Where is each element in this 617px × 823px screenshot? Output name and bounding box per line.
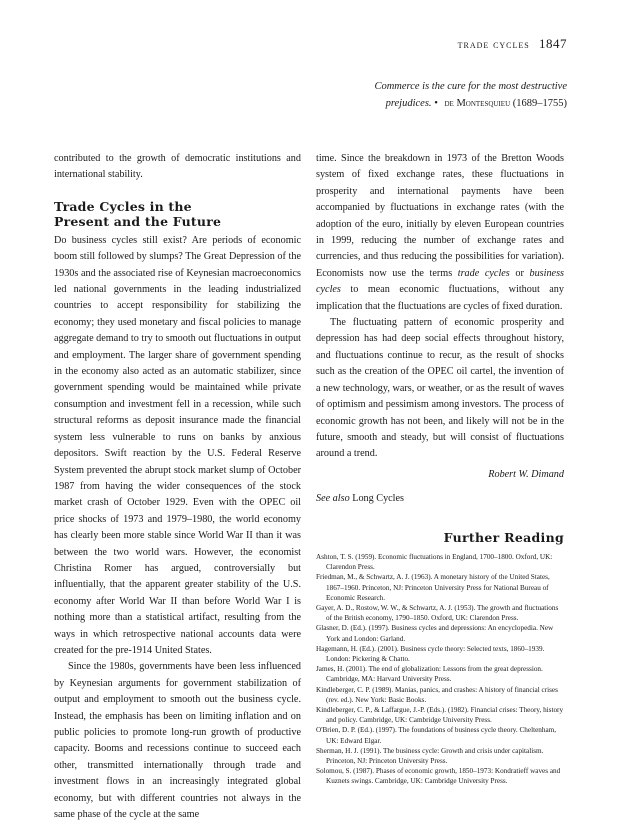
see-also-link[interactable]: Long Cycles (352, 493, 404, 505)
right-column (316, 151, 564, 787)
running-title: trade cycles (457, 39, 530, 51)
reference-list (316, 552, 564, 787)
reference-item: Gayer, A. D., Rostow, W. W., & Schwartz, A. J. (1953). The growth and fluctuations of the British economy, 1790–1850. Oxford, UK: Clarendon Press. (316, 603, 559, 623)
reference-item: Friedman, M., & Schwartz, A. J. (1963). A monetary history of the United States, 1867–1960. Princeton, NJ: Princeton University Press for National Bureau of Economic Research. (316, 573, 550, 602)
body-paragraph (316, 151, 564, 315)
body-paragraph: Since the 1980s, governments have been less influenced by Keynesian arguments for government stabilization of output and employment to smooth out the business cycle. Instead, the emphasis has been on limiting inflation and on public policies to promote long-run growth of productive capacity. Booms and recessions continue to succeed each other, transmitted internationally through trade and investment flows in an increasingly integrated global economy, but with different countries not always in the same phase of the cycle at the same (54, 661, 301, 821)
paragraph-text: or (509, 267, 530, 279)
epigraph-quote-line-2: prejudices. (385, 98, 432, 109)
running-header (458, 36, 567, 52)
reference-item: Solomou, S. (1987). Phases of economic growth, 1850–1973: Kondratieff waves and Kuznets swings. Cambridge, UK: Cambridge University Press. (316, 767, 561, 786)
see-also (316, 491, 564, 507)
opening-fragment: contributed to the growth of democratic institutions and international stability. (54, 153, 301, 181)
epigraph-quote-line-1: Commerce is the cure for the most destructive (374, 81, 567, 92)
term-business-cycles: business cycles (316, 267, 564, 296)
reference-item: Kindleberger, C. P., & Laffargue, J.-P. (Eds.). (1982). Financial crises: Theory, history and policy. Cambridge, UK: Cambridge University Press. (316, 705, 564, 725)
reference-item: Ashton, T. S. (1959). Economic fluctuations in England, 1700–1800. Oxford, UK: Clarendon Press. (316, 552, 553, 572)
paragraph-text: time. Since the breakdown in 1973 of the Bretton Woods system of fixed exchange rates, these fluctuations in prosperity and international payments have been accompanied by fluctuations in exchange rates (with the adoption of the euro, initially by eleven European countries in 1999, reducing the number of exchange rates and currencies, and thus reducing the possibilities for variation). Economists now use the terms (316, 153, 564, 279)
epigraph-line-2 (267, 95, 567, 112)
term-trade-cycles: trade cycles (457, 267, 510, 279)
body-paragraph: Do business cycles still exist? Are periods of economic boom still followed by slumps? The Great Depression of the 1930s and the associated rise of Keynesian macroeconomics led national governments in the leading industrialized countries to accept responsibility for stabilizing the economy; they used monetary and fiscal policies to manage aggregate demand to try to smooth out fluctuations in output and employment. The larger share of government spending in the economy also acted as an automatic stabilizer, since government spending would be maintained while private consumption and investment fell in a recession, while such structural reforms as deposit insurance made the financial system less vulnerable to runs on banks by anxious depositors. Swift reaction by the U.S. Federal Reserve System prevented the abrupt stock market slump of October 1987 from having the wider consequences of the stock market crash of October 1929. Even with the OPEC oil price shocks of 1973 and 1979–1980, the world economy has clearly been more stable since World War II than it was between the two world wars. However, the economist Christina Romer has argued, controversially but influentially, that the apparent greater stability of the U.S. economy after World War II than before World War I is nothing more than a statistical artifact, resulting from the ways in which retrospective national accounts data were created for the pre-1914 United States. (54, 234, 302, 656)
reference-item: O'Brien, D. P. (Ed.). (1997). The foundations of business cycle theory. Cheltenham, UK: Edward Elgar. (316, 726, 557, 745)
epigraph-separator: • (434, 98, 438, 109)
epigraph-author: de Montesquieu (1689–1755) (444, 98, 567, 109)
left-column (54, 151, 301, 823)
see-also-label: See also (316, 493, 350, 505)
section-heading-line-1: Trade Cycles in the (54, 198, 192, 214)
further-reading-heading: Further Reading (443, 529, 564, 545)
page-number: 1847 (539, 36, 567, 51)
epigraph (267, 78, 567, 112)
paragraph-text: to mean economic fluctuations, without any implication that the fluctuations are cycles of fixed duration. (316, 284, 564, 312)
body-paragraph: The fluctuating pattern of economic prosperity and depression has had deep social effects throughout history, and fluctuations continue to recur, as the result of shocks such as the creation of the OPEC oil cartel, the invention of a new technology, wars, or weather, or as the result of waves of optimism and pessimism among investors. The process of economic growth has not been, and likely will not be in the future, smooth and steady, but will consist of fluctuations around a trend. (316, 317, 564, 460)
section-heading (54, 199, 301, 229)
reference-item: James, H. (2001). The end of globalization: Lessons from the great depression. Cambridge, MA: Harvard University Press. (316, 665, 543, 684)
reference-item: Kindleberger, C. P. (1989). Manias, panics, and crashes: A history of financial crises (rev. ed.). New York: Basic Books. (316, 685, 558, 704)
reference-item: Hagemann, H. (Ed.). (2001). Business cycle theory: Selected texts, 1860–1939. London: Pickering & Chatto. (316, 644, 545, 663)
reference-item: Sherman, H. J. (1991). The business cycle: Growth and crisis under capitalism. Princeton, NJ: Princeton University Press. (316, 746, 544, 765)
article-author: Robert W. Dimand (488, 468, 564, 480)
section-heading-line-2: Present and the Future (54, 213, 222, 229)
reference-item: Glasner, D. (Ed.). (1997). Business cycles and depressions: An encyclopedia. New York and London: Garland. (316, 624, 554, 643)
